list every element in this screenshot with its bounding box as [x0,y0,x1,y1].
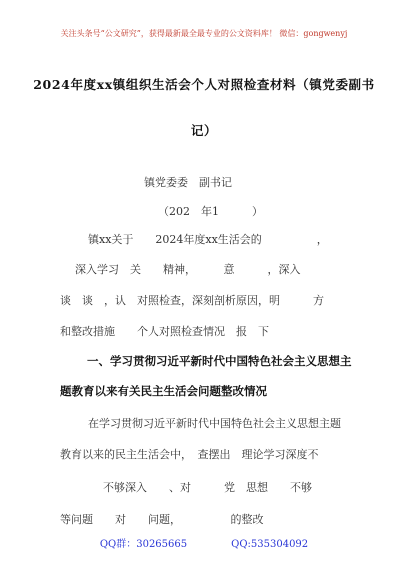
paragraph-1-line-2: 深入学习 关 精神， 意 ，深入 [75,263,301,276]
paragraph-2-line-2: 教育以来的民主生活会中， 查摆出 理论学习深度不 [60,448,319,461]
header-banner: 关注头条号“公文研究”，获得最新最全最专业的公文资料库！ 微信：gongwenyj [60,29,348,38]
paragraph-1-line-3: 谈 谈 ，认 对照检查，深刻剖析原因，明 方 [60,294,324,307]
footer-contact [0,535,408,550]
doc-title-line-2: 记） [190,123,218,138]
paragraph-2-line-3: 不够深入 、对 党 思想 不够 [103,481,312,494]
paragraph-2-line-1: 在学习贯彻习近平新时代中国特色社会主义思想主题 [88,417,341,430]
date-line: （202 年1 ） [158,205,263,218]
paragraph-1-line-1: 镇xx关于 2024年度xx生活会的 ， [88,233,328,246]
paragraph-2-line-4: 等问题 对 问题， 的整改 [60,513,264,526]
author-line: 镇党委委 副书记 [144,176,232,189]
footer-qq-group: QQ群：30265665 [99,539,188,550]
doc-title-line-1: 2024年度xx镇组织生活会个人对照检查材料（镇党委副书 [33,77,375,92]
paragraph-1-line-4: 和整改措施 个人对照检查情况 报 下 [60,325,269,338]
section-1-heading-line-1: 一、学习贯彻习近平新时代中国特色社会主义思想主 [87,354,352,368]
section-1-heading-line-2: 题教育以来有关民主生活会问题整改情况 [60,384,267,398]
footer-qq-number: QQ:535304092 [231,539,309,550]
